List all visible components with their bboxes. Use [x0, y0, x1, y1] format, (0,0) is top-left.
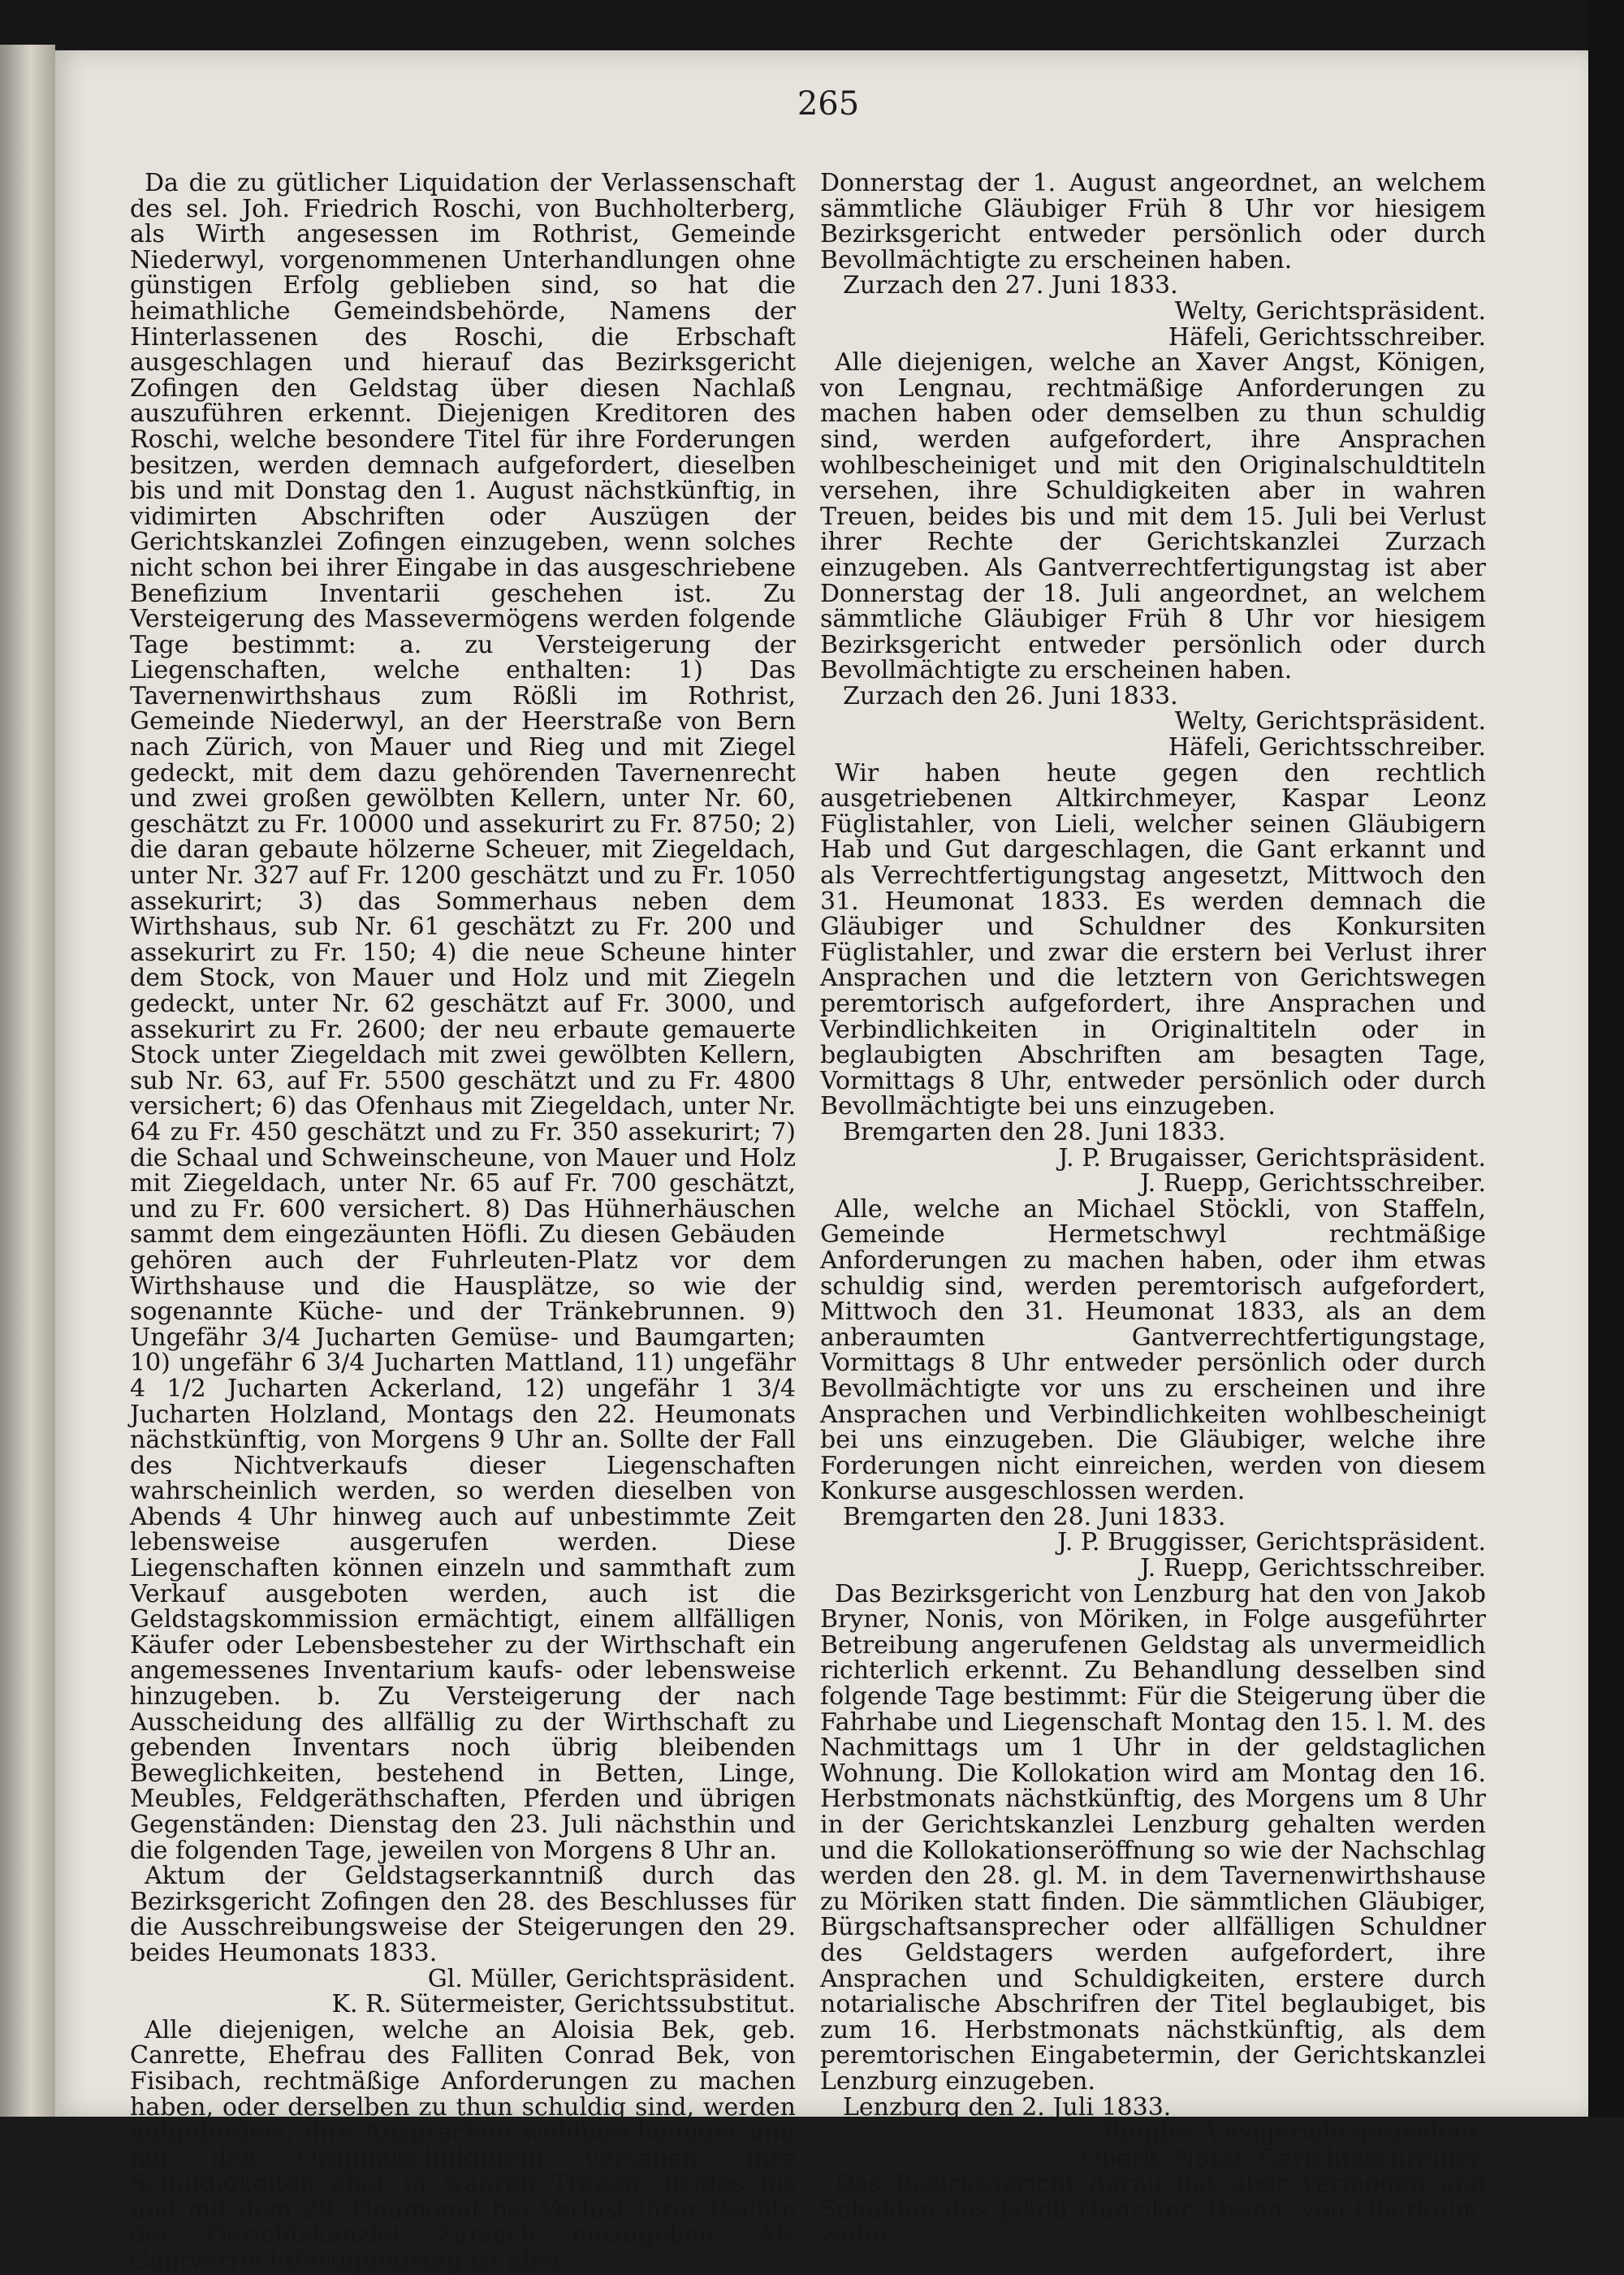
signature-clerk: J. Ruepp, Gerichtsschreiber. [1140, 1554, 1486, 1583]
signature-president: Gl. Müller, Gerichtspräsident. [427, 1964, 796, 1993]
signature-president: J. P. Brugaisser, Gerichtspräsident. [1058, 1143, 1486, 1172]
notice-bek-date: Zurzach den 27. Juni 1833. [843, 271, 1178, 300]
notice-bek-continuation: Donnerstag der 1. August angeordnet, an welchem sämmtliche Gläubiger Früh 8 Uhr vor hiesigem Bezirksgericht entweder persönlich oder durch Bevollmächtigte zu erscheinen haben. [820, 169, 1486, 274]
signature-clerk: Oberli, Notar, Gerichtsschreiber. [1081, 2143, 1486, 2173]
signature-vice-president: Ringler, Vicegerichtspräsident. [1102, 2118, 1486, 2148]
notice-angst-date: Zurzach den 26. Juni 1833. [843, 681, 1178, 710]
column-left [130, 171, 796, 2274]
scan-shadow [1588, 0, 1624, 2117]
signature-president: Welty, Gerichtspräsident. [1174, 707, 1486, 736]
notice-angst-text: Alle diejenigen, welche an Xaver Angst, Königen, von Lengnau, rechtmäßige Anforderungen zu machen haben oder demselben zu thun schuldig sind, werden aufgefordert, ihre Ansprachen wohlbescheiniget und mit den Originalschuldtiteln versehen, ihre Schuldigkeiten aber in wahren Treuen, beides bis und mit dem 15. Juli bei Verlust ihrer Rechte der Gerichtskanzlei Zurzach einzugeben. Als Gantverrechtfertigungstag ist aber Donnerstag der 18. Juli angeordnet, an welchem sämmtliche Gläubiger Früh 8 Uhr vor hiesigem Bezirksgericht entweder persönlich oder durch Bevollmächtigte zu erscheinen haben. [820, 348, 1486, 685]
page-number: 265 [797, 85, 860, 123]
notice-bek-text: Alle diejenigen, welche an Aloisia Bek, geb. Canrette, Ehefrau des Falliten Conrad Bek, von Fisibach, rechtmäßige Anforderungen zu machen haben, oder derselben zu thun schuldig sind, werden aufgefordert, ihre Ansprachen wohlbescheiniget und mit den Originalschuldtiteln versehen, ihre Schuldigkeiten aber in wahren Treuen, beides bis und mit dem 29. Heumonat bei Verlust ihrer Rechte der Gerichtskanzlei Zurzach einzugeben. Als Gantverrechtfertigungstag ist aber [130, 2015, 796, 2275]
notice-stoeckli-text: Alle, welche an Michael Stöckli, von Staffeln, Gemeinde Hermetschwyl rechtmäßige Anforderungen zu machen haben, oder ihm etwas schuldig sind, werden peremtorisch aufgefordert, Mittwoch den 31. Heumonat 1833, als an dem anberaumten Gantverrechtfertigungstage, Vormittags 8 Uhr entweder persönlich oder durch Bevollmächtigte vor uns zu erscheinen und ihre Ansprachen und Verbindlichkeiten wohlbescheinigt bei uns einzugeben. Die Gläubiger, welche ihre Forderungen nicht einreichen, werden von diesem Konkurse ausgeschlossen werden. [820, 1194, 1486, 1506]
left-page-edge [0, 45, 55, 2117]
signature-president: J. P. Bruggisser, Gerichtspräsident. [1057, 1528, 1486, 1557]
signature-clerk: Häfeli, Gerichtsschreiber. [1168, 733, 1486, 762]
column-right [820, 171, 1486, 2248]
notice-fueglistahler-text: Wir haben heute gegen den rechtlich ausgetriebenen Altkirchmeyer, Kaspar Leonz Füglistahler, von Lieli, welcher seinen Gläubigern Hab und Gut dargeschlagen, die Gant erkannt und als Verrechtfertigungstag angesetzt, Mittwoch den 31. Heumonat 1833. Es werden demnach die Gläubiger und Schuldner des Konkursiten Füglistahler, und zwar die erstern bei Verlust ihrer Ansprachen und die letztern von Gerichtswegen peremtorisch aufgefordert, ihre Ansprachen und Verbindlichkeiten in Originaltiteln oder in beglaubigten Abschriften am besagten Tage, Vormittags 8 Uhr, entweder persönlich oder durch Bevollmächtigte bei uns einzugeben. [820, 758, 1486, 1121]
notice-hunziker-text: Das Bezirksgericht Aarau hat über Vermögen und Schulden des Jakob Hunziker, Dysen, von Oberkulm, wohn- [820, 2169, 1486, 2250]
notice-bryner-text: Das Bezirksgericht von Lenzburg hat den von Jakob Bryner, Nonis, von Möriken, in Folge ausgeführter Betreibung angerufenen Geldstag als unvermeidlich richterlich erkennt. Zu Behandlung desselben sind folgende Tage bestimmt: Für die Steigerung über die Fahrhabe und Liegenschaft Montag den 15. l. M. des Nachmittags um 1 Uhr in der geldstaglichen Wohnung. Die Kollokation wird am Montag den 16. Herbstmonats nächstkünftig, des Morgens um 8 Uhr in der Gerichtskanzlei Lenzburg gehalten werden und die Kollokationseröffnung so wie der Nachschlag werden den 28. gl. M. in dem Tavernenwirthshause zu Möriken statt finden. Die sämmtlichen Gläubiger, Bürgschaftsansprecher oder allfälligen Schuldner des Geldstagers werden aufgefordert, ihre Ansprachen und Schuldigkeiten, erstere durch notarialische Abschrifren der Titel beglaubiget, bis zum 16. Herbstmonats nächstkünftig, als dem peremtorischen Eingabetermin, der Gerichtskanzlei Lenzburg einzugeben. [820, 1579, 1486, 2096]
signature-president: Welty, Gerichtspräsident. [1174, 296, 1486, 326]
notice-stoeckli-date: Bremgarten den 28. Juni 1833. [843, 1502, 1226, 1531]
signature-clerk: Häfeli, Gerichtsschreiber. [1168, 322, 1486, 352]
notice-fueglistahler-date: Bremgarten den 28. Juni 1833. [843, 1117, 1226, 1146]
signature-clerk: J. Ruepp, Gerichtsschreiber. [1140, 1169, 1486, 1198]
signature-substitute: K. R. Sütermeister, Gerichtssubstitut. [331, 1990, 796, 2019]
notice-roschi-text: Da die zu gütlicher Liquidation der Verlassenschaft des sel. Joh. Friedrich Roschi, von Buchholterberg, als Wirth angesessen im Rothrist, Gemeinde Niederwyl, vorgenommenen Unterhandlungen ohne günstigen Erfolg geblieben sind, so hat die heimathliche Gemeindsbehörde, Namens der Hinterlassenen des Roschi, die Erbschaft ausgeschlagen und hierauf das Bezirksgericht Zofingen den Geldstag über diesen Nachlaß auszuführen erkennt. Diejenigen Kreditoren des Roschi, welche besondere Titel für ihre Forderungen besitzen, werden demnach aufgefordert, dieselben bis und mit Donstag den 1. August nächstkünftig, in vidimirten Abschriften oder Auszügen der Gerichtskanzlei Zofingen einzugeben, wenn solches nicht schon bei ihrer Eingabe in das ausgeschriebene Benefizium Inventarii geschehen ist. Zu Versteigerung des Massevermögens werden folgende Tage bestimmt: a. zu Versteigerung der Liegenschaften, welche enthalten: 1) Das Tavernenwirthshaus zum Rößli im Rothrist, Gemeinde Niederwyl, an der Heerstraße von Bern nach Zürich, von Mauer und Rieg und mit Ziegel gedeckt, mit dem dazu gehörenden Tavernenrecht und zwei großen gewölbten Kellern, unter Nr. 60, geschätzt zu Fr. 10000 und assekurirt zu Fr. 8750; 2) die daran gebaute hölzerne Scheuer, mit Ziegeldach, unter Nr. 327 auf Fr. 1200 geschätzt und zu Fr. 1050 assekurirt; 3) das Sommerhaus neben dem Wirthshaus, sub Nr. 61 geschätzt zu Fr. 200 und assekurirt zu Fr. 150; 4) die neue Scheune hinter dem Stock, von Mauer und Holz und mit Ziegeln gedeckt, unter Nr. 62 geschätzt auf Fr. 3000, und assekurirt zu Fr. 2600; der neu erbaute gemauerte Stock unter Ziegeldach mit zwei gewölbten Kellern, sub Nr. 63, auf Fr. 5500 geschätzt und zu Fr. 4800 versichert; 6) das Ofenhaus mit Ziegeldach, unter Nr. 64 zu Fr. 450 geschätzt und zu Fr. 350 assekurirt; 7) die Schaal und Schweinscheune, von Mauer und Holz mit Ziegeldach, unter Nr. 65 auf Fr. 700 geschätzt, und zu Fr. 600 versichert. 8) Das Hühnerhäuschen sammt dem eingezäunten Höfli. Zu diesen Gebäuden gehören auch der Fuhrleuten-Platz vor dem Wirthshause und die Hausplätze, so wie der sogenannte Küche- und der Tränkebrunnen. 9) Ungefähr 3/4 Jucharten Gemüse- und Baumgarten; 10) ungefähr 6 3/4 Jucharten Mattland, 11) ungefähr 4 1/2 Jucharten Ackerland, 12) ungefähr 1 3/4 Jucharten Holzland, Montags den 22. Heumonats nächstkünftig, von Morgens 9 Uhr an. Sollte der Fall des Nichtverkaufs dieser Liegenschaften wahrscheinlich werden, so werden dieselben von Abends 4 Uhr hinweg auch auf unbestimmte Zeit lebensweise ausgerufen werden. Diese Liegenschaften können einzeln und sammthaft zum Verkauf ausgeboten werden, auch ist die Geldstagskommission ermächtigt, einem allfälligen Käufer oder Lebensbesteher zu der Wirthschaft ein angemessenes Inventarium kaufs- oder lebensweise hinzugeben. b. Zu Versteigerung der nach Ausscheidung des allfällig zu der Wirthschaft zu gebenden Inventars noch übrig bleibenden Beweglichkeiten, bestehend in Betten, Linge, Meubles, Feldgeräthschaften, Pferden und übrigen Gegenständen: Dienstag den 23. Juli nächsthin und die folgenden Tage, jeweilen von Morgens 8 Uhr an. [130, 169, 796, 1865]
notice-bryner-date: Lenzburg den 2. Juli 1833. [843, 2092, 1172, 2122]
notice-roschi-closing: Aktum der Geldstagserkanntniß durch das Bezirksgericht Zofingen den 28. des Beschlusses für die Ausschreibungsweise der Steigerungen den 29. beides Heumonats 1833. [130, 1862, 796, 1967]
